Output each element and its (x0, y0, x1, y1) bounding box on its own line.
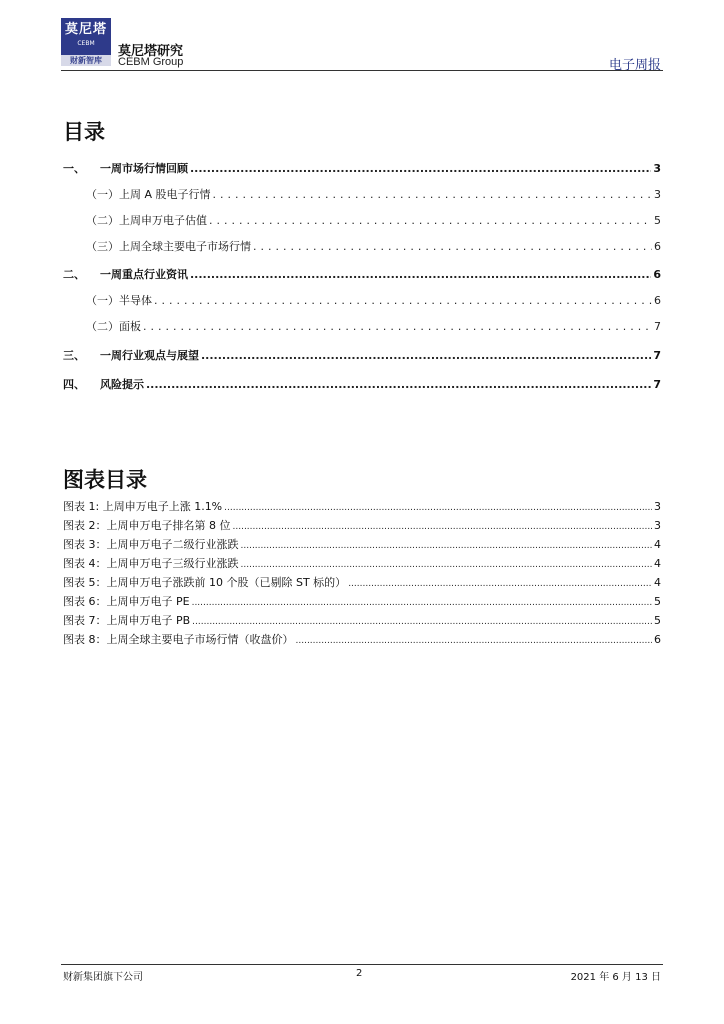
header-divider (61, 70, 663, 71)
dot-leader (192, 598, 652, 608)
toc-item-number: 二、 (63, 268, 85, 281)
dot-leader (348, 579, 652, 589)
figure-item[interactable] (63, 612, 661, 628)
footer-divider (61, 964, 663, 965)
toc-item-label: 一周重点行业资讯 (100, 268, 188, 281)
page-number: 2 (356, 968, 363, 979)
toc-subitem[interactable] (86, 212, 661, 228)
toc-title: 目录 (63, 120, 105, 144)
toc-item-page: 3 (654, 188, 661, 201)
figure-item-label: 图表 3：上周申万电子二级行业涨跌 (63, 538, 239, 551)
toc-item-page: 6 (653, 268, 661, 281)
figure-item-page: 6 (654, 633, 661, 646)
footer-company: 财新集团旗下公司 (63, 972, 143, 983)
figure-item-label: 图表 4：上周申万电子三级行业涨跌 (63, 557, 239, 570)
dot-leader (296, 636, 653, 646)
toc-item-page: 7 (654, 320, 661, 333)
toc-subitem[interactable] (86, 318, 661, 334)
dot-leader (253, 240, 652, 253)
dot-leader (192, 617, 652, 627)
figure-item-page: 4 (654, 576, 661, 589)
toc-item-page: 7 (653, 378, 661, 391)
dot-leader (190, 162, 651, 175)
toc-item-number: 四、 (63, 378, 85, 391)
toc-item[interactable] (63, 160, 661, 176)
logo-cn-text: 莫尼塔 (64, 22, 107, 37)
brand-name-en: CEBM Group (118, 56, 184, 68)
dot-leader (209, 214, 652, 227)
toc-subitem[interactable] (86, 238, 661, 254)
dot-leader (224, 503, 652, 513)
toc-item-label: （二）面板 (86, 320, 141, 333)
toc-item-label: 风险提示 (100, 378, 144, 391)
toc-item-label: （三）上周全球主要电子市场行情 (86, 240, 251, 253)
toc-item-label: （一）上周 A 股电子行情 (86, 188, 211, 201)
logo-en-text: CEBM (77, 40, 95, 47)
figure-item-page: 5 (654, 614, 661, 627)
report-date: 2021 年 6 月 13 日 (570, 972, 661, 983)
toc-item[interactable] (63, 266, 661, 282)
toc-item-number: 一、 (63, 162, 85, 175)
toc-item-number: 三、 (63, 349, 85, 362)
figure-item-page: 5 (654, 595, 661, 608)
logo-sub-text: 财新智库 (61, 55, 111, 66)
dot-leader (241, 541, 653, 551)
figure-item-label: 图表 6：上周申万电子 PE (63, 595, 190, 608)
toc-item-page: 6 (654, 294, 661, 307)
cebm-logo (61, 18, 111, 66)
figure-item-label: 图表 5：上周申万电子涨跌前 10 个股（已剔除 ST 标的） (63, 576, 347, 589)
dot-leader (154, 294, 652, 307)
figure-item-page: 3 (654, 500, 661, 513)
toc-item-label: 一周市场行情回顾 (100, 162, 188, 175)
dot-leader (146, 378, 651, 391)
toc-item-page: 3 (653, 162, 661, 175)
figure-item[interactable] (63, 631, 661, 647)
dot-leader (143, 320, 652, 333)
toc-item[interactable] (63, 347, 661, 363)
figure-item-label: 图表 2：上周申万电子排名第 8 位 (63, 519, 231, 532)
dot-leader (213, 188, 652, 201)
figure-item[interactable] (63, 517, 661, 533)
figure-item[interactable] (63, 574, 661, 590)
figure-item-page: 4 (654, 557, 661, 570)
toc-item-page: 7 (653, 349, 661, 362)
toc-subitem[interactable] (86, 186, 661, 202)
figure-item-label: 图表 1: 上周申万电子上涨 1.1% (63, 500, 223, 513)
toc-item-label: 一周行业观点与展望 (100, 349, 199, 362)
figure-item-label: 图表 8：上周全球主要电子市场行情（收盘价） (63, 633, 294, 646)
toc-item-page: 6 (654, 240, 661, 253)
toc-item-page: 5 (654, 214, 661, 227)
dot-leader (233, 522, 653, 532)
toc-item-label: （一）半导体 (86, 294, 152, 307)
figures-title: 图表目录 (63, 468, 147, 492)
figure-item[interactable] (63, 498, 661, 514)
dot-leader (190, 268, 651, 281)
dot-leader (241, 560, 653, 570)
toc-item-label: （二）上周申万电子估值 (86, 214, 207, 227)
figure-item-page: 4 (654, 538, 661, 551)
dot-leader (201, 349, 651, 362)
figure-item[interactable] (63, 555, 661, 571)
toc-subitem[interactable] (86, 292, 661, 308)
figure-item[interactable] (63, 593, 661, 609)
figure-item[interactable] (63, 536, 661, 552)
figure-item-label: 图表 7：上周申万电子 PB (63, 614, 191, 627)
figure-item-page: 3 (654, 519, 661, 532)
toc-item[interactable] (63, 376, 661, 392)
report-type: 电子周报 (608, 58, 661, 73)
brand-name-cn: 莫尼塔研究 (118, 44, 184, 59)
